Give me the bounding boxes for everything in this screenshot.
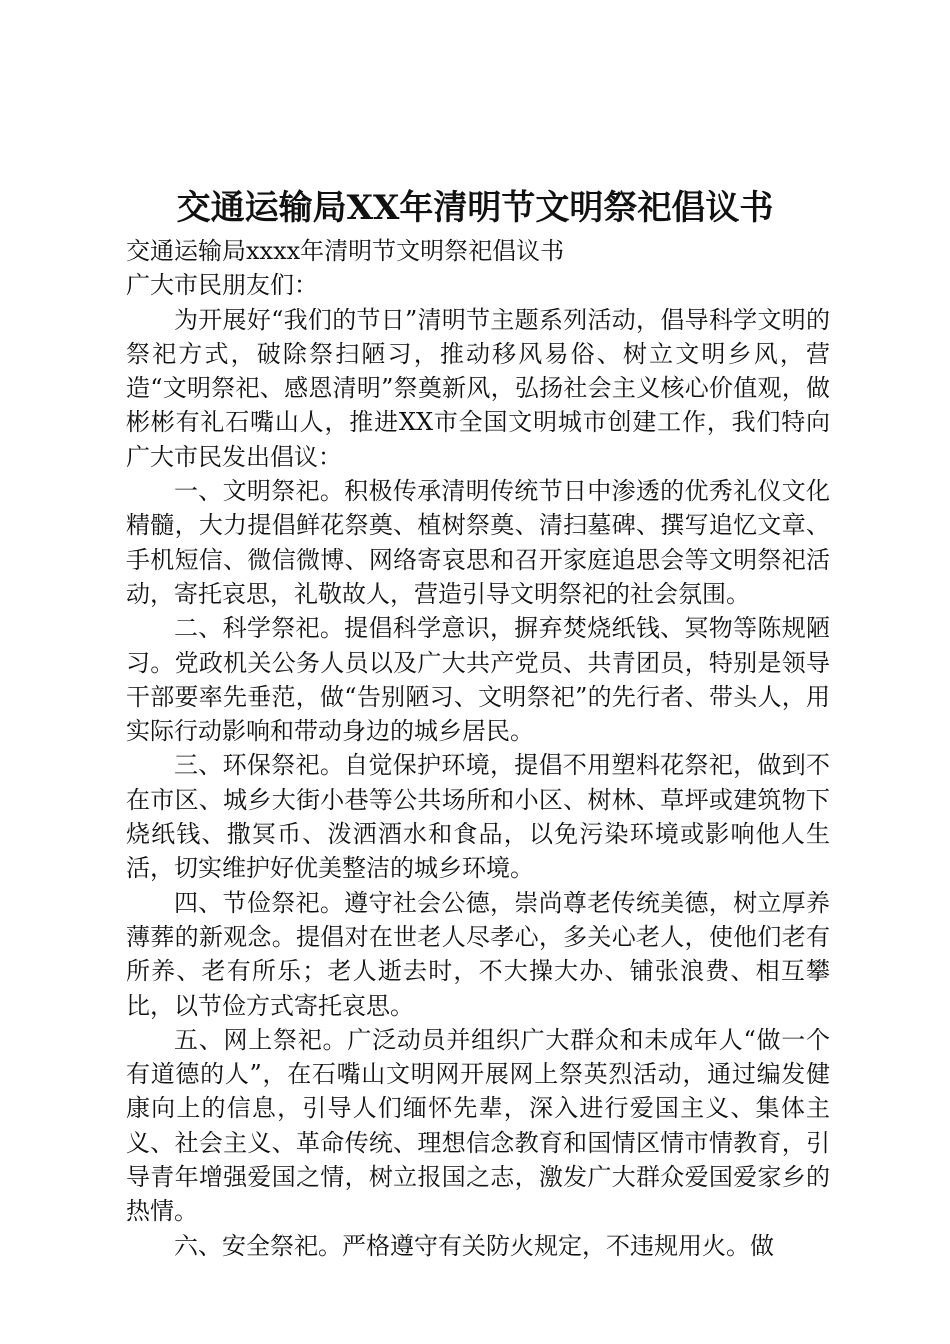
- paragraph-frugal-sacrifice: 四、节俭祭祀。遵守社会公德，崇尚尊老传统美德，树立厚养薄葬的新观念。提倡对在世老人尽孝心，多关心老人，使他们老有所养、老有所乐；老人逝去时，不大操大办、铺张浪费、相互攀比，以节俭方式寄托哀思。: [126, 888, 830, 1020]
- paragraph-scientific-sacrifice: 二、科学祭祀。提倡科学意识，摒弃焚烧纸钱、冥物等陈规陋习。党政机关公务人员以及广大共产党员、共青团员，特别是领导干部要率先垂范，做“告别陋习、文明祭祀”的先行者、带头人，用实际行动影响和带动身边的城乡居民。: [126, 614, 830, 746]
- salutation: 广大市民朋友们：: [126, 271, 318, 300]
- document-body: [126, 234, 830, 1263]
- intro-paragraph: 为开展好“我们的节日”清明节主题系列活动，倡导科学文明的祭祀方式，破除祭扫陋习，推动移风易俗、树立文明乡风，营造“文明祭祀、感恩清明”祭奠新风，弘扬社会主义核心价值观，做彬彬有礼石嘴山人，推进XX市全国文明城市创建工作，我们特向广大市民发出倡议：: [126, 305, 830, 471]
- paragraph-civilized-sacrifice: 一、文明祭祀。积极传承清明传统节日中渗透的优秀礼仪文化精髓，大力提倡鲜花祭奠、植树祭奠、清扫墓碑、撰写追忆文章、手机短信、微信微博、网络寄哀思和召开家庭追思会等文明祭祀活动，寄托哀思，礼敬故人，营造引导文明祭祀的社会氛围。: [126, 477, 830, 608]
- document-title: 交通运输局XX年清明节文明祭祀倡议书: [176, 188, 774, 228]
- paragraph-eco-sacrifice: 三、环保祭祀。自觉保护环境，提倡不用塑料花祭祀，做到不在市区、城乡大街小巷等公共场所和小区、树林、草坪或建筑物下烧纸钱、撒冥币、泼洒酒水和食品，以免污染环境或影响他人生活，切实维护好优美整洁的城乡环境。: [126, 751, 830, 883]
- paragraph-online-sacrifice: 五、网上祭祀。广泛动员并组织广大群众和未成年人“做一个有道德的人”，在石嘴山文明网开展网上祭英烈活动，通过编发健康向上的信息，引导人们缅怀先辈，深入进行爱国主义、集体主义、社会主义、革命传统、理想信念教育和国情区情市情教育，引导青年增强爱国之情，树立报国之志，激发广大群众爱国爱家乡的热情。: [126, 1025, 830, 1226]
- paragraph-safe-sacrifice: 六、安全祭祀。严格遵守有关防火规定，不违规用火。做: [174, 1231, 774, 1260]
- document-subtitle: 交通运输局xxxx年清明节文明祭祀倡议书: [126, 237, 565, 265]
